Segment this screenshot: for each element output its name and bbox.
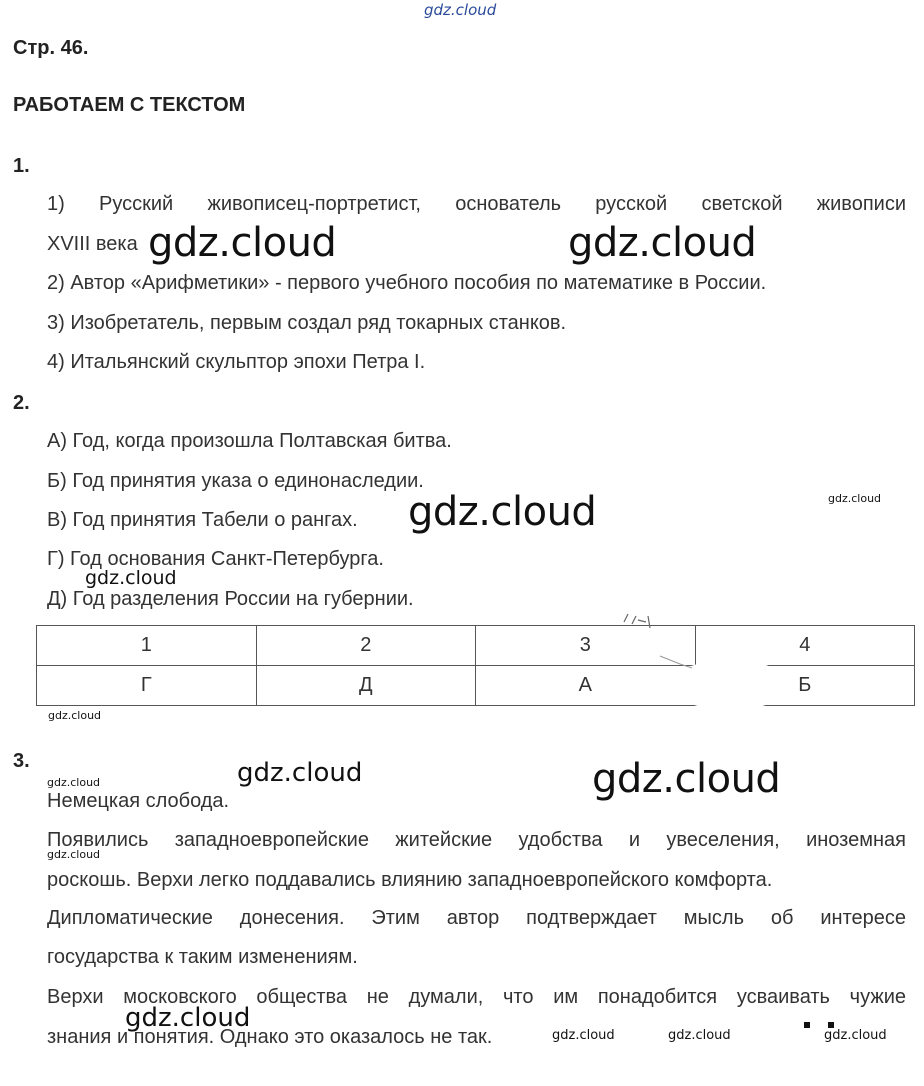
watermark: gdz.cloud xyxy=(148,220,337,266)
scan-dot xyxy=(804,1022,810,1028)
watermark: gdz.cloud xyxy=(568,220,757,266)
task2-line-d: Д) Год разделения России на губернии. xyxy=(47,588,414,610)
scan-scribble-icon xyxy=(620,612,760,682)
watermark: gdz.cloud xyxy=(47,848,101,861)
answer-table-header-cell: 4 xyxy=(695,626,915,666)
watermark: gdz.cloud xyxy=(47,776,101,789)
task2-line-a: А) Год, когда произошла Полтавская битва. xyxy=(47,430,452,452)
answer-table-answer-cell: Д xyxy=(256,666,476,706)
task1-line-3: 2) Автор «Арифметики» - первого учебного пособия по математике в России. xyxy=(47,272,767,294)
watermark: gdz.cloud xyxy=(85,567,177,589)
task1-line-4: 3) Изобретатель, первым создал ряд токарных станков. xyxy=(47,312,567,334)
task2-line-v: В) Год принятия Табели о рангах. xyxy=(47,509,358,531)
task3-line-7: знания и понятия. Однако это оказалось не так. xyxy=(47,1026,493,1048)
watermark: gdz.cloud xyxy=(125,1003,251,1033)
answer-table-header-cell: 3 xyxy=(476,626,696,666)
task3-line-4: Дипломатические донесения. Этим автор подтверждает мысль об интересе xyxy=(47,907,906,929)
task1-number: 1. xyxy=(13,155,30,177)
task3-line-3: роскошь. Верхи легко поддавались влиянию западноевропейского комфорта. xyxy=(47,869,773,891)
answer-table-header-row xyxy=(37,626,915,666)
watermark: gdz.cloud xyxy=(48,709,102,722)
task2-line-g: Г) Год основания Санкт-Петербурга. xyxy=(47,548,384,570)
watermark: gdz.cloud xyxy=(237,758,363,788)
answer-table-answer-cell: Б xyxy=(695,666,915,706)
watermark: gdz.cloud xyxy=(592,756,781,802)
answer-table-answer-cell: А xyxy=(476,666,696,706)
page-reference: Стр. 46. xyxy=(13,37,89,59)
watermark: gdz.cloud xyxy=(668,1028,731,1043)
watermark: gdz.cloud xyxy=(408,489,597,535)
task2-line-b: Б) Год принятия указа о единонаследии. xyxy=(47,470,424,492)
watermark: gdz.cloud xyxy=(552,1028,615,1043)
top-watermark: gdz.cloud xyxy=(424,1,497,19)
task3-line-5: государства к таким изменениям. xyxy=(47,946,358,968)
task3-line-6: Верхи московского общества не думали, что им понадобится усваивать чужие xyxy=(47,986,906,1008)
task3-line-2: Появились западноевропейские житейские удобства и увеселения, иноземная xyxy=(47,829,906,851)
task3-number: 3. xyxy=(13,750,30,772)
task1-line-5: 4) Итальянский скульптор эпохи Петра I. xyxy=(47,351,426,373)
answer-table-answer-cell: Г xyxy=(37,666,257,706)
section-title: РАБОТАЕМ С ТЕКСТОМ xyxy=(13,94,246,116)
task1-line-1: 1) Русский живописец-портретист, основатель русской светской живописи xyxy=(47,193,906,215)
answer-table-header-cell: 2 xyxy=(256,626,476,666)
task3-line-1: Немецкая слобода. xyxy=(47,790,230,812)
watermark: gdz.cloud xyxy=(828,492,882,505)
answer-table-header-cell: 1 xyxy=(37,626,257,666)
task1-line-2: XVIII века xyxy=(47,233,138,255)
watermark: gdz.cloud xyxy=(824,1028,887,1043)
task2-number: 2. xyxy=(13,392,30,414)
